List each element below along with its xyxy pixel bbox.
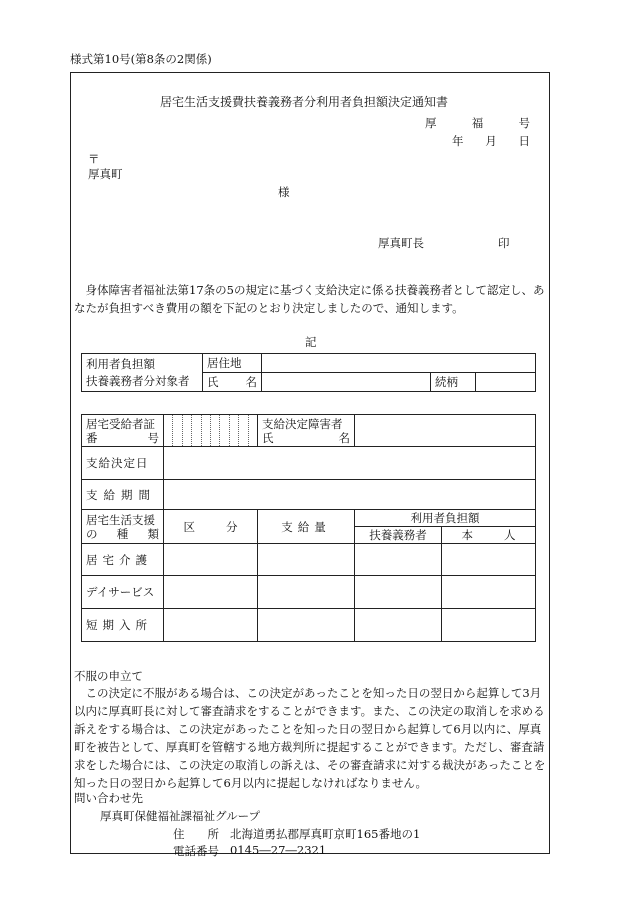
cert-number-line2b: 号: [147, 430, 159, 445]
category-header-1: 区: [183, 519, 195, 534]
contact-heading: 問い合わせ先: [74, 791, 143, 805]
doc-number-prefix: 厚: [425, 116, 437, 130]
target-label-line2: 扶養義務者分対象者: [86, 373, 190, 388]
day-service-guardian[interactable]: [355, 576, 442, 609]
cert-number-boxes[interactable]: [164, 415, 258, 447]
date-year: 年: [452, 134, 464, 148]
day-service-amount[interactable]: [258, 576, 355, 609]
body-paragraph: 身体障害者福祉法第17条の5の規定に基づく支給決定に係る扶養義務者として認定し、あなたが負担すべき費用の額を下記のとおり決定しましたので、通知します。: [74, 283, 545, 315]
table-row: [82, 576, 536, 609]
row-label-home-care: 居宅介護: [82, 544, 164, 576]
form-label: 様式第10号(第8条の2関係): [70, 52, 212, 66]
contact-department: 厚真町保健福祉課福祉グループ: [100, 809, 261, 823]
contact-address: 北海道勇払郡厚真町京町165番地の1: [230, 827, 421, 841]
objection-text: この決定に不服がある場合は、この決定があったことを知った日の翌日から起算して3月以内に厚真町長に対して審査請求をすることができます。また、この決定の取消しを求める訴えをする場合は、この決定があったことを知った日の翌日から起算して6月以内に、厚真町を被告として、厚真町を管轄する地方裁判所に提起することができます。ただし、審査請求をした場合には、この決定の取消しの訴えは、その審査請求に対する裁決があったことを知った日の翌日から起算して6月以内に提起しなければなりません。: [74, 686, 546, 790]
self-header: [442, 527, 536, 544]
period-value[interactable]: [164, 480, 536, 510]
recipient-honorific: 様: [278, 185, 290, 199]
date-day: 日: [518, 134, 530, 148]
benefit-table: [81, 414, 536, 642]
issue-date: [452, 133, 530, 149]
service-type-line1: 居宅生活支援: [86, 512, 155, 527]
home-care-self[interactable]: [442, 544, 536, 576]
name-value[interactable]: [262, 373, 431, 392]
seal-mark: 印: [498, 236, 510, 250]
home-care-amount[interactable]: [258, 544, 355, 576]
service-type-line2a: の: [86, 526, 98, 541]
short-stay-category[interactable]: [164, 609, 258, 642]
cert-number-line2a: 番: [86, 430, 98, 445]
service-type-line2b: 種: [116, 526, 129, 541]
contact-address-label-1: 住: [173, 827, 185, 841]
postal-mark: 〒: [88, 152, 100, 166]
disabled-name-line1: 支給決定障害者: [262, 416, 343, 431]
name-label-2: 名: [245, 375, 257, 389]
decision-date-value[interactable]: [164, 447, 536, 480]
residence-value[interactable]: [262, 354, 536, 373]
cert-number-line1: 居宅受給者証: [86, 416, 155, 431]
name-label: [203, 373, 262, 392]
amount-header: 支給量: [258, 510, 355, 544]
cert-number-label: [82, 415, 164, 447]
category-header: [164, 510, 258, 544]
service-type-line2c: 類: [147, 526, 159, 541]
day-service-category[interactable]: [164, 576, 258, 609]
document-title: 居宅生活支援費扶養義務者分利用者負担額決定通知書: [160, 95, 449, 109]
doc-number-mid: 福: [471, 116, 484, 130]
name-label-1: 氏: [207, 375, 219, 389]
relationship-label: 続柄: [431, 373, 476, 392]
relationship-value[interactable]: [476, 373, 536, 392]
home-care-category[interactable]: [164, 544, 258, 576]
document-number: [425, 115, 530, 131]
disabled-name-line2b: 名: [338, 430, 350, 445]
row-label-short-stay: 短期入所: [82, 609, 164, 642]
target-label-line1: 利用者負担額: [86, 356, 155, 371]
target-label: [82, 354, 203, 392]
day-service-self[interactable]: [442, 576, 536, 609]
date-month: 月: [485, 134, 497, 148]
self-header-1: 本: [461, 528, 473, 542]
period-text: 支給期間: [86, 487, 156, 502]
home-care-guardian[interactable]: [355, 544, 442, 576]
issuer: 厚真町長: [378, 236, 424, 250]
ki-mark: 記: [305, 335, 317, 349]
table-row: [82, 544, 536, 576]
guardian-header: 扶養義務者: [355, 527, 442, 544]
residence-label: 居住地: [203, 354, 262, 373]
short-stay-guardian[interactable]: [355, 609, 442, 642]
decision-date-text: 支給決定日: [86, 456, 149, 470]
disabled-name-value[interactable]: [355, 415, 536, 447]
short-stay-self[interactable]: [442, 609, 536, 642]
contact-phone: 0145―27―2321: [230, 843, 327, 857]
short-stay-amount[interactable]: [258, 609, 355, 642]
row-label-day-service: デイサービス: [82, 576, 164, 609]
category-header-2: 分: [226, 519, 238, 534]
doc-number-suffix: 号: [518, 116, 530, 130]
disabled-name-label: [258, 415, 355, 447]
contact-address-label-2: 所: [207, 827, 219, 841]
contact-phone-label: 電話番号: [173, 844, 219, 858]
decision-date-label: [82, 447, 164, 480]
burden-header: 利用者負担額: [355, 510, 536, 527]
recipient-address: 厚真町: [88, 167, 123, 181]
disabled-name-line2a: 氏: [262, 430, 274, 445]
self-header-2: 人: [504, 528, 516, 542]
recipient-table: [81, 353, 536, 392]
contact-address-label: [173, 826, 219, 842]
table-row: [82, 609, 536, 642]
period-label: [82, 480, 164, 510]
service-type-label: [82, 510, 164, 544]
objection-heading: 不服の申立て: [74, 669, 143, 683]
